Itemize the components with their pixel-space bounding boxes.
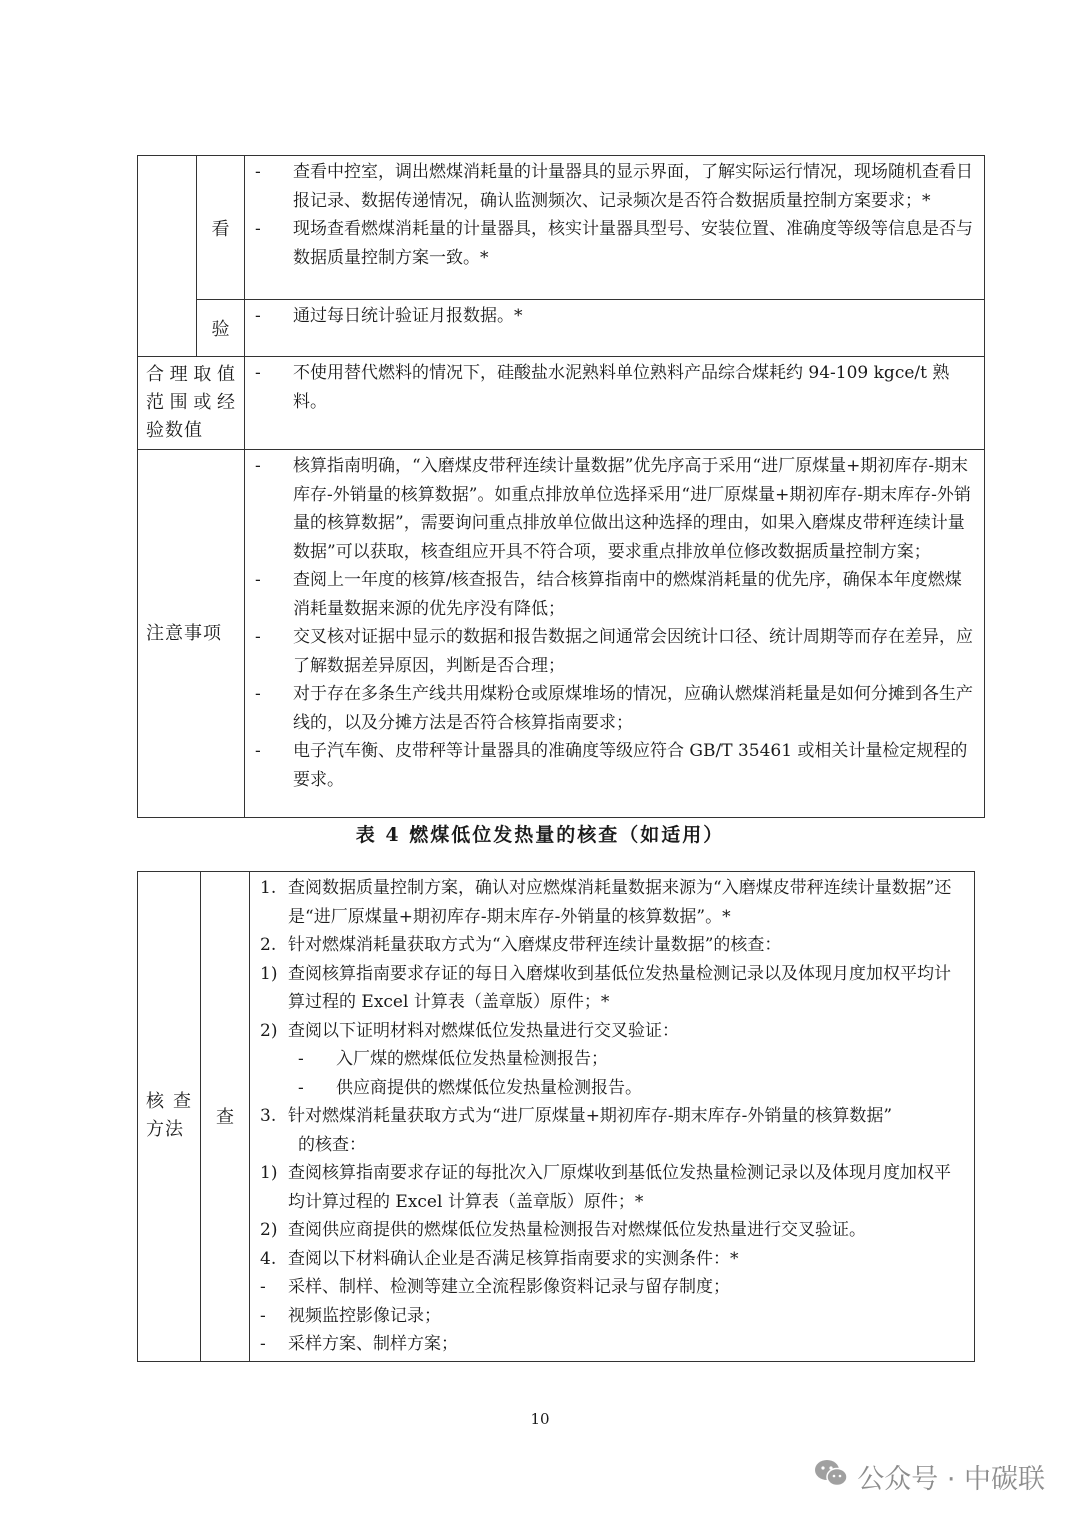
list-item: - 核算指南明确，“入磨煤皮带秤连续计量数据”优先序高于采用“进厂原煤量+期初库存-期末库存-外销量的核算数据”。如重点排放单位选择采用“进厂原煤量+期初库存-期末库存-外销量的核算数据”，需要询问重点排放单位做出这种选择的理由，如果入磨煤皮带秤连续计量数据”可以获取，核查组应开具不符合项，要求重点排放单位修改数据质量控制方案； [255, 456, 971, 562]
wechat-icon [813, 1458, 849, 1495]
list-item: - 现场查看燃煤消耗量的计量器具，核实计量器具型号、安装位置、准确度等级等信息是否与数据质量控制方案一致。* [255, 219, 973, 268]
page-number: 10 [530, 1410, 550, 1428]
notes-label: 注意事项 [138, 450, 245, 818]
merged-label-cell [138, 156, 197, 357]
table-3-continued [137, 155, 985, 818]
list-item: - 电子汽车衡、皮带秤等计量器具的准确度等级应符合 GB/T 35461 或相关计量检定规程的要求。 [255, 741, 968, 790]
list-item: - 入厂煤的燃煤低位发热量检测报告； [298, 1049, 608, 1069]
verify-content [245, 300, 985, 357]
list-item: 1) 查阅核算指南要求存证的每日入磨煤收到基低位发热量检测记录以及体现月度加权平均计算过程的 Excel 计算表（盖章版）原件；* [260, 963, 951, 1012]
list-item: - 采样方案、制样方案； [260, 1334, 458, 1354]
list-item: - 不使用替代燃料的情况下，硅酸盐水泥熟料单位熟料产品综合煤耗约 94-109 kgce/t 熟料。 [255, 363, 950, 412]
list-item: 3. 针对燃煤消耗量获取方式为“进厂原煤量+期初库存-期末库存-外销量的核算数据” [260, 1106, 893, 1126]
sub-label-check: 查 [201, 872, 250, 1362]
list-item: - 视频监控影像记录； [260, 1305, 441, 1326]
list-item: 1) 查阅核算指南要求存证的每批次入厂原煤收到基低位发热量检测记录以及体现月度加权平均计算过程的 Excel 计算表（盖章版）原件；* [260, 1163, 951, 1212]
list-item: 2. 针对燃煤消耗量获取方式为“入磨煤皮带秤连续计量数据”的核查： [260, 935, 782, 955]
list-item: 1. 查阅数据质量控制方案，确认对应燃煤消耗量数据来源为“入磨煤皮带秤连续计量数据”还是“进厂原煤量+期初库存-期末库存-外销量的核算数据”。* [260, 878, 952, 927]
list-item: - 交叉核对证据中显示的数据和报告数据之间通常会因统计口径、统计周期等而存在差异，应了解数据差异原因，判断是否合理； [255, 627, 973, 676]
list-item: - 查看中控室，调出燃煤消耗量的计量器具的显示界面，了解实际运行情况，现场随机查看日报记录、数据传递情况，确认监测频次、记录频次是否符合数据质量控制方案要求；* [255, 162, 973, 211]
look-content [245, 156, 985, 300]
list-item: 4. 查阅以下材料确认企业是否满足核算指南要求的实测条件：* [260, 1248, 739, 1269]
sub-label-verify: 验 [197, 300, 245, 357]
watermark-text: 公众号 · 中碳联 [857, 1464, 1045, 1495]
table-4 [137, 871, 975, 1362]
sub-label-look: 看 [197, 156, 245, 300]
list-item: - 查阅上一年度的核算/核查报告，结合核算指南中的燃煤消耗量的优先序，确保本年度燃煤消耗量数据来源的优先序没有降低； [255, 570, 962, 619]
list-item: 2) 查阅供应商提供的燃煤低位发热量检测报告对燃煤低位发热量进行交叉验证。 [260, 1220, 866, 1240]
check-content [250, 872, 975, 1362]
reasonable-range-label: 合理取值范围或经验数值 [138, 357, 245, 450]
reasonable-range-content [245, 357, 985, 450]
list-item: - 供应商提供的燃煤低位发热量检测报告。 [298, 1077, 642, 1098]
list-item: 的核查： [298, 1134, 366, 1155]
verification-method-label: 核查方法 [138, 872, 201, 1362]
notes-content [245, 450, 985, 818]
watermark [813, 1457, 1045, 1496]
list-item: - 采样、制样、检测等建立全流程影像资料记录与留存制度； [260, 1277, 730, 1297]
list-item: - 通过每日统计验证月报数据。* [255, 306, 523, 326]
list-item: - 对于存在多条生产线共用煤粉仓或原煤堆场的情况，应确认燃煤消耗量是如何分摊到各生产线的，以及分摊方法是否符合核算指南要求； [255, 684, 973, 733]
list-item: 2) 查阅以下证明材料对燃煤低位发热量进行交叉验证： [260, 1020, 679, 1041]
table-4-caption: 表 4 燃煤低位发热量的核查（如适用） [355, 824, 725, 846]
